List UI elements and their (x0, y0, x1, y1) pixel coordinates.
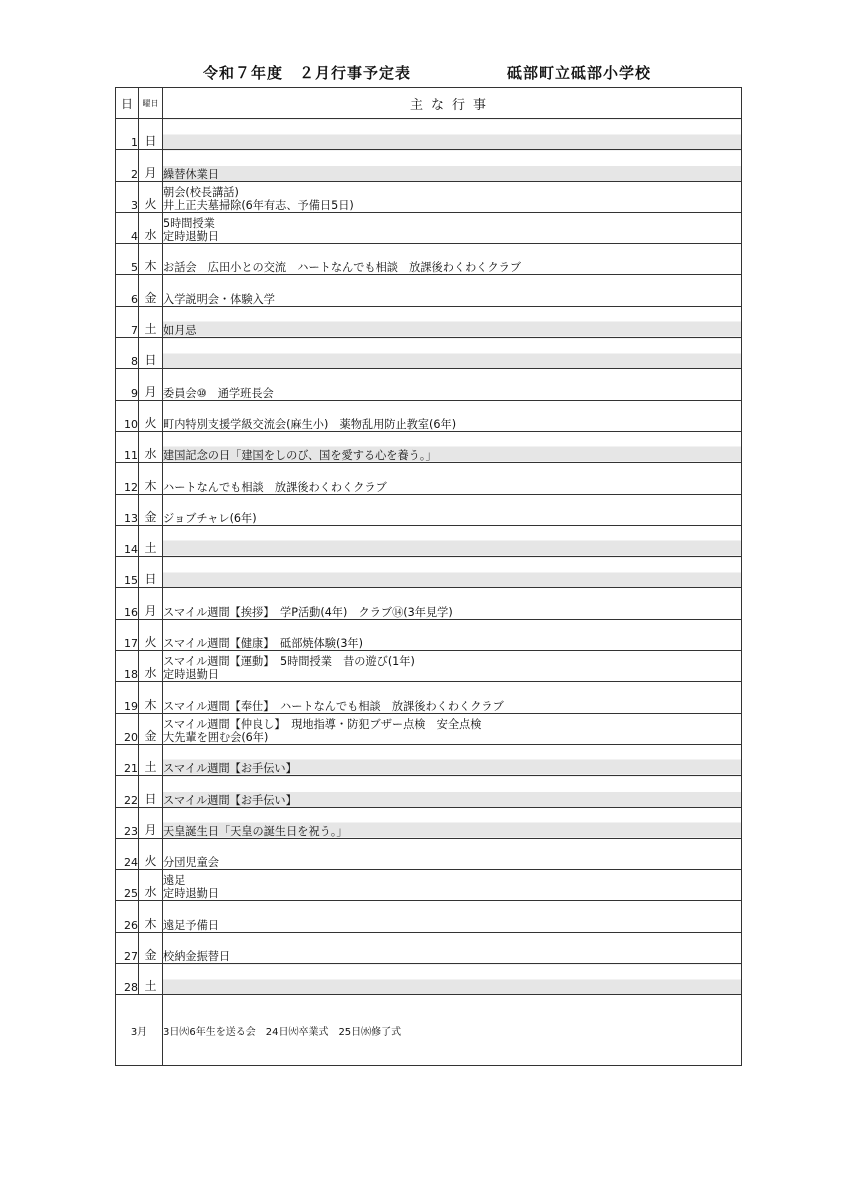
weekday-cell: 日 (139, 119, 163, 150)
weekday-cell: 月 (139, 150, 163, 181)
table-row (116, 713, 742, 744)
table-row (116, 682, 742, 713)
weekday-cell: 金 (139, 275, 163, 306)
weekday-cell: 水 (139, 870, 163, 901)
day-cell: 28 (116, 964, 139, 995)
day-cell: 22 (116, 776, 139, 807)
weekday-cell: 火 (139, 400, 163, 431)
table-row (116, 744, 742, 775)
table-row (116, 776, 742, 807)
day-cell: 20 (116, 713, 139, 744)
events-cell: ジョブチャレ(6年) (163, 494, 742, 525)
weekday-cell: 金 (139, 713, 163, 744)
school-name: 砥部町立砥部小学校 (507, 64, 652, 82)
day-cell: 8 (116, 338, 139, 369)
table-row (116, 557, 742, 588)
weekday-cell: 日 (139, 557, 163, 588)
events-cell: スマイル週間【お手伝い】 (163, 776, 742, 807)
day-cell: 2 (116, 150, 139, 181)
weekday-cell: 金 (139, 932, 163, 963)
header-row (116, 88, 742, 119)
day-cell: 13 (116, 494, 139, 525)
weekday-cell: 土 (139, 744, 163, 775)
weekday-cell: 木 (139, 901, 163, 932)
table-row (116, 150, 742, 181)
day-cell: 23 (116, 807, 139, 838)
table-row (116, 807, 742, 838)
day-cell: 4 (116, 212, 139, 243)
events-cell: 建国記念の日「建国をしのび、国を愛する心を養う。」 (163, 431, 742, 462)
events-cell: 5時間授業 定時退勤日 (163, 212, 742, 243)
events-cell: 分団児童会 (163, 838, 742, 869)
events-cell (163, 525, 742, 556)
table-row (116, 901, 742, 932)
day-cell: 16 (116, 588, 139, 619)
events-cell (163, 557, 742, 588)
weekday-cell: 水 (139, 431, 163, 462)
day-cell: 7 (116, 306, 139, 337)
events-cell (163, 338, 742, 369)
march-label: 3月 (116, 995, 163, 1066)
table-row (116, 619, 742, 650)
day-cell: 12 (116, 463, 139, 494)
day-cell: 21 (116, 744, 139, 775)
events-cell: 繰替休業日 (163, 150, 742, 181)
day-cell: 18 (116, 651, 139, 682)
weekday-cell: 日 (139, 338, 163, 369)
table-row (116, 306, 742, 337)
table-row (116, 870, 742, 901)
schedule-table (115, 87, 742, 1066)
weekday-cell: 土 (139, 306, 163, 337)
events-cell: スマイル週間【お手伝い】 (163, 744, 742, 775)
title-line (0, 62, 849, 86)
table-row (116, 275, 742, 306)
events-cell: 校納金振替日 (163, 932, 742, 963)
march-events: 3日㈫6年生を送る会 24日㈫卒業式 25日㈬修了式 (163, 995, 742, 1066)
table-row (116, 400, 742, 431)
weekday-cell: 火 (139, 619, 163, 650)
day-cell: 6 (116, 275, 139, 306)
schedule-body (116, 119, 742, 995)
events-cell: スマイル週間【奉仕】 ハートなんでも相談 放課後わくわくクラブ (163, 682, 742, 713)
events-cell: 遠足予備日 (163, 901, 742, 932)
weekday-cell: 木 (139, 682, 163, 713)
day-cell: 27 (116, 932, 139, 963)
weekday-cell: 土 (139, 964, 163, 995)
table-row (116, 338, 742, 369)
table-row (116, 651, 742, 682)
table-row (116, 525, 742, 556)
table-row (116, 463, 742, 494)
table-row (116, 964, 742, 995)
events-cell: スマイル週間【健康】 砥部焼体験(3年) (163, 619, 742, 650)
day-cell: 9 (116, 369, 139, 400)
header-day: 日 (116, 88, 139, 119)
weekday-cell: 木 (139, 463, 163, 494)
events-cell: 如月忌 (163, 306, 742, 337)
table-row (116, 431, 742, 462)
day-cell: 10 (116, 400, 139, 431)
day-cell: 24 (116, 838, 139, 869)
header-events: 主な行事 (163, 88, 742, 119)
table-row (116, 181, 742, 212)
header-weekday: 曜日 (139, 88, 163, 119)
table-row (116, 932, 742, 963)
events-cell: スマイル週間【仲良し】 現地指導・防犯ブザー点検 安全点検 大先輩を囲む会(6年) (163, 713, 742, 744)
events-cell: 朝会(校長講話) 井上正夫墓掃除(6年有志、予備日5日) (163, 181, 742, 212)
weekday-cell: 日 (139, 776, 163, 807)
events-cell: スマイル週間【運動】 5時間授業 昔の遊び(1年) 定時退勤日 (163, 651, 742, 682)
day-cell: 5 (116, 244, 139, 275)
day-cell: 1 (116, 119, 139, 150)
weekday-cell: 木 (139, 244, 163, 275)
weekday-cell: 月 (139, 588, 163, 619)
events-cell: お話会 広田小との交流 ハートなんでも相談 放課後わくわくクラブ (163, 244, 742, 275)
table-row (116, 838, 742, 869)
weekday-cell: 土 (139, 525, 163, 556)
events-cell (163, 964, 742, 995)
weekday-cell: 金 (139, 494, 163, 525)
weekday-cell: 水 (139, 212, 163, 243)
table-row (116, 494, 742, 525)
events-cell: 遠足 定時退勤日 (163, 870, 742, 901)
weekday-cell: 水 (139, 651, 163, 682)
day-cell: 17 (116, 619, 139, 650)
day-cell: 25 (116, 870, 139, 901)
events-cell (163, 119, 742, 150)
weekday-cell: 月 (139, 807, 163, 838)
weekday-cell: 月 (139, 369, 163, 400)
day-cell: 3 (116, 181, 139, 212)
march-row (116, 995, 742, 1066)
events-cell: ハートなんでも相談 放課後わくわくクラブ (163, 463, 742, 494)
day-cell: 14 (116, 525, 139, 556)
table-row (116, 212, 742, 243)
weekday-cell: 火 (139, 181, 163, 212)
day-cell: 11 (116, 431, 139, 462)
day-cell: 19 (116, 682, 139, 713)
events-cell: スマイル週間【挨拶】 学P活動(4年) クラブ⑭(3年見学) (163, 588, 742, 619)
table-row (116, 244, 742, 275)
table-row (116, 119, 742, 150)
events-cell: 委員会⑩ 通学班長会 (163, 369, 742, 400)
day-cell: 26 (116, 901, 139, 932)
events-cell: 入学説明会・体験入学 (163, 275, 742, 306)
events-cell: 町内特別支援学級交流会(麻生小) 薬物乱用防止教室(6年) (163, 400, 742, 431)
events-cell: 天皇誕生日「天皇の誕生日を祝う。」 (163, 807, 742, 838)
table-row (116, 588, 742, 619)
page-title: 令和７年度 ２月行事予定表 (203, 64, 412, 82)
day-cell: 15 (116, 557, 139, 588)
weekday-cell: 火 (139, 838, 163, 869)
table-row (116, 369, 742, 400)
